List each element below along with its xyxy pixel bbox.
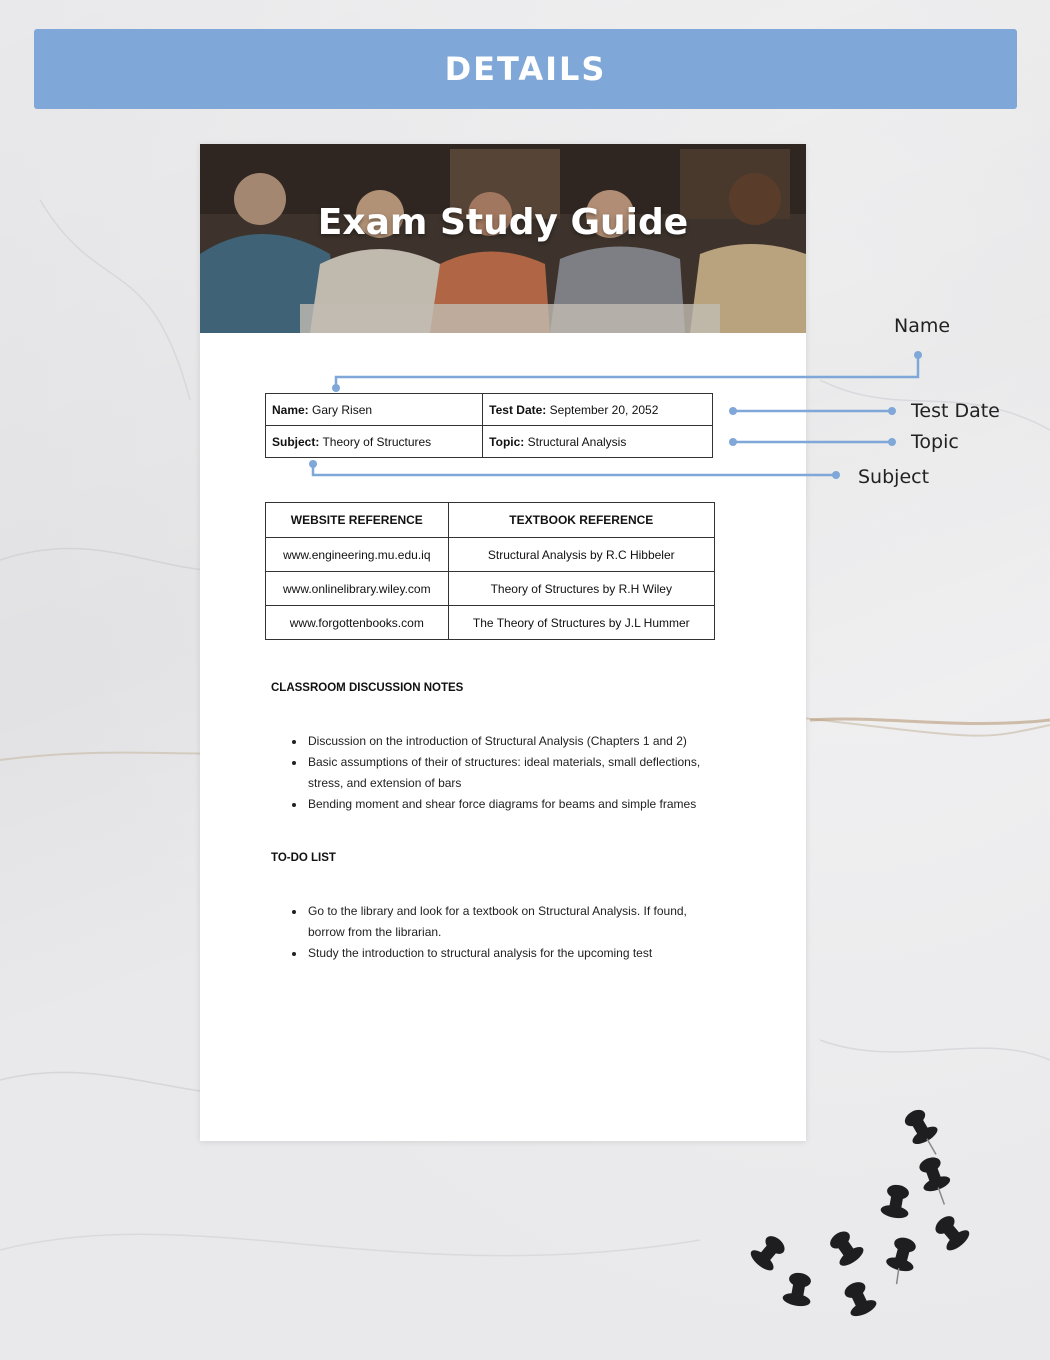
website-cell: www.engineering.mu.edu.iq	[266, 538, 449, 572]
subject-label: Subject:	[272, 434, 320, 449]
textbook-reference-header: TEXTBOOK REFERENCE	[448, 503, 714, 538]
references-table	[265, 502, 715, 640]
name-label: Name:	[272, 402, 309, 417]
document-page	[200, 144, 806, 1141]
topic-value: Structural Analysis	[527, 434, 627, 449]
list-item: • Discussion on the introduction of Structural Analysis (Chapters 1 and 2)	[306, 731, 726, 752]
name-value: Gary Risen	[312, 402, 373, 417]
subject-cell	[266, 426, 483, 458]
details-banner	[34, 29, 1017, 109]
test-date-value: September 20, 2052	[549, 402, 659, 417]
todo-list	[288, 901, 726, 964]
list-item: • Go to the library and look for a textbook on Structural Analysis. If found, borrow from the librarian.	[306, 901, 726, 943]
table-row	[266, 538, 715, 572]
callout-name: Name	[894, 315, 951, 337]
info-table	[265, 393, 713, 458]
test-date-label: Test Date:	[489, 402, 547, 417]
list-item: • Study the introduction to structural analysis for the upcoming test	[306, 943, 726, 964]
table-row	[266, 572, 715, 606]
website-reference-header: WEBSITE REFERENCE	[266, 503, 449, 538]
hero-image	[200, 144, 806, 333]
list-item: • Basic assumptions of their of structures: ideal materials, small deflections, stress, and extension of bars	[306, 752, 726, 794]
notes-list	[288, 731, 726, 815]
document-title: Exam Study Guide	[317, 202, 689, 243]
textbook-cell: The Theory of Structures by J.L Hummer	[448, 606, 714, 640]
name-cell	[266, 394, 483, 426]
subject-value: Theory of Structures	[322, 434, 432, 449]
website-cell: www.forgottenbooks.com	[266, 606, 449, 640]
textbook-cell: Structural Analysis by R.C Hibbeler	[448, 538, 714, 572]
banner-title: DETAILS	[444, 50, 607, 88]
todo-heading: TO-DO LIST	[271, 852, 336, 864]
list-item: • Bending moment and shear force diagrams for beams and simple frames	[306, 794, 726, 815]
topic-label: Topic:	[489, 434, 525, 449]
topic-cell	[483, 426, 713, 458]
test-date-cell	[483, 394, 713, 426]
table-row	[266, 606, 715, 640]
website-cell: www.onlinelibrary.wiley.com	[266, 572, 449, 606]
notes-heading: CLASSROOM DISCUSSION NOTES	[271, 682, 464, 694]
callout-topic: Topic	[911, 431, 959, 453]
callout-test-date: Test Date	[911, 400, 1000, 422]
textbook-cell: Theory of Structures by R.H Wiley	[448, 572, 714, 606]
callout-subject: Subject	[858, 466, 930, 488]
